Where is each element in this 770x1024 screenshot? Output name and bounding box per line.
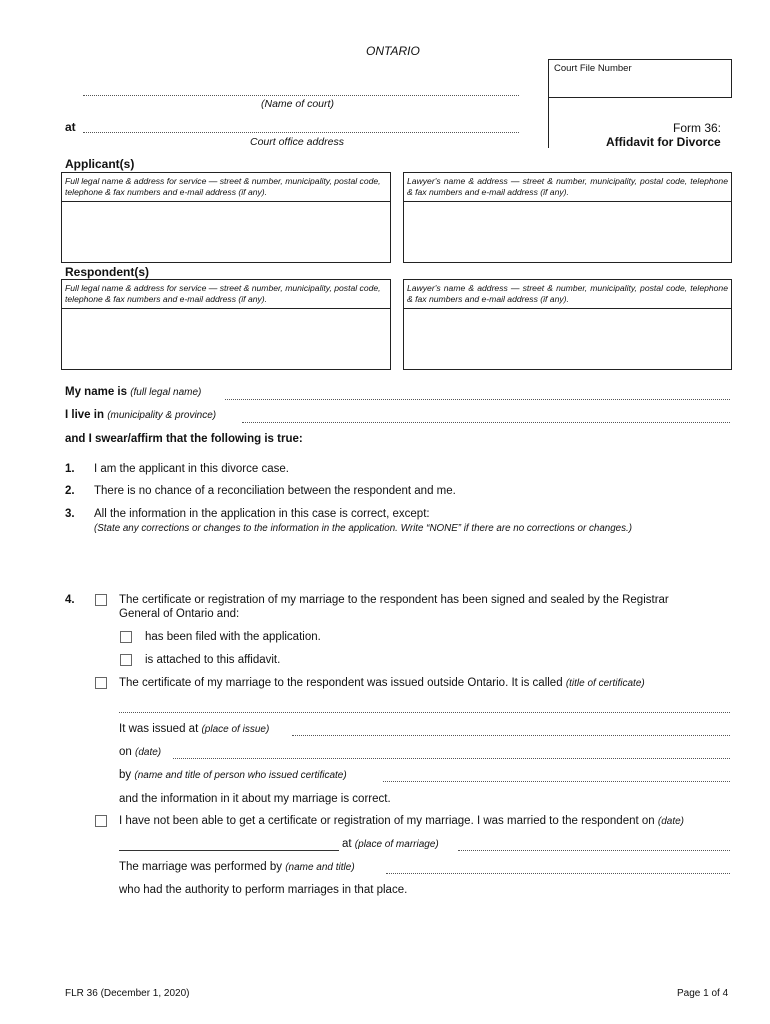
item-4c-text: [119, 815, 684, 827]
title-of-certificate-hint: (title of certificate): [565, 678, 645, 689]
issuer-hint: (name and title of person who issued certificate): [134, 770, 347, 781]
court-office-address-field[interactable]: [83, 132, 519, 133]
place-of-marriage-hint: (place of marriage): [354, 839, 439, 850]
issuer-field[interactable]: [383, 781, 730, 782]
live-in-line: [65, 409, 216, 421]
attached-to-affidavit-checkbox[interactable]: [120, 654, 132, 666]
item-1-text: I am the applicant in this divorce case.: [94, 463, 289, 475]
on-date-line: [119, 746, 161, 758]
applicant-info-hint: Full legal name & address for service — street & number, municipality, postal code, telephone & fax numbers and e-mail address (if any).: [65, 176, 381, 197]
province-title: ONTARIO: [366, 44, 420, 58]
name-of-court-field[interactable]: [83, 95, 519, 96]
item-3-hint: (State any corrections or changes to the information in the application. Write “NONE” if there are no corrections or changes.): [94, 523, 632, 534]
court-file-number-box[interactable]: [548, 59, 732, 98]
ontario-certificate-checkbox[interactable]: [95, 594, 107, 606]
respondent-lawyer-box[interactable]: [403, 279, 732, 370]
applicant-lawyer-divider: [404, 201, 731, 202]
place-of-issue-hint: (place of issue): [201, 724, 270, 735]
filed-with-application-text: has been filed with the application.: [145, 631, 321, 643]
place-of-issue-field[interactable]: [292, 735, 730, 736]
item-3-corrections-area[interactable]: [94, 540, 730, 584]
no-certificate-checkbox[interactable]: [95, 815, 107, 827]
info-correct-text: and the information in it about my marriage is correct.: [119, 793, 391, 805]
performed-by-label: The marriage was performed by: [119, 861, 282, 873]
item-4b-statement: The certificate of my marriage to the respondent was issued outside Ontario. It is called: [119, 677, 563, 689]
issued-by-line: [119, 769, 347, 781]
item-4-number: 4.: [65, 594, 75, 606]
officiant-hint: (name and title): [285, 862, 355, 873]
item-2-text: There is no chance of a reconciliation between the respondent and me.: [94, 485, 456, 497]
header-left-rule: [548, 96, 549, 148]
place-of-marriage-line: [342, 838, 439, 850]
officiant-field[interactable]: [386, 873, 730, 874]
applicant-info-box[interactable]: [61, 172, 391, 263]
marriage-date-hint: (date): [657, 816, 685, 827]
issue-date-field[interactable]: [173, 758, 730, 759]
form-title: Affidavit for Divorce: [606, 135, 721, 149]
item-4a-line-2: General of Ontario and:: [119, 608, 240, 620]
item-4b-text: [119, 677, 645, 689]
respondent-lawyer-divider: [404, 308, 731, 309]
outside-ontario-checkbox[interactable]: [95, 677, 107, 689]
page-number: Page 1 of 4: [677, 988, 729, 999]
court-file-number-label: Court File Number: [554, 63, 632, 74]
respondent-info-box[interactable]: [61, 279, 391, 370]
respondent-lawyer-hint: Lawyer's name & address — street & number, municipality, postal code, telephone & fax numbers and e-mail address (if any).: [407, 283, 728, 304]
place-of-marriage-field[interactable]: [458, 850, 730, 851]
issue-date-hint: (date): [135, 747, 162, 758]
my-name-line: [65, 386, 201, 398]
item-3-text: All the information in the application in this case is correct, except:: [94, 508, 430, 520]
form-reference: FLR 36 (December 1, 2020): [65, 988, 190, 999]
item-4a-line-1: The certificate or registration of my marriage to the respondent has been signed and sealed by the Registrar: [119, 594, 669, 606]
respondent-info-hint: Full legal name & address for service — street & number, municipality, postal code, telephone & fax numbers and e-mail address (if any).: [65, 283, 381, 304]
performed-by-line: [119, 861, 355, 873]
my-name-label: My name is: [65, 386, 127, 398]
respondent-info-divider: [62, 308, 390, 309]
respondents-heading: Respondent(s): [65, 265, 149, 279]
municipality-hint: (municipality & province): [107, 410, 217, 421]
authority-text: who had the authority to perform marriages in that place.: [119, 884, 408, 896]
full-legal-name-hint: (full legal name): [130, 387, 202, 398]
item-3-number: 3.: [65, 508, 75, 520]
on-label: on: [119, 746, 132, 758]
item-1-number: 1.: [65, 463, 75, 475]
at-place-label: at: [342, 838, 352, 850]
title-of-certificate-field[interactable]: [119, 712, 730, 713]
issued-at-label: It was issued at: [119, 723, 199, 735]
swear-affirm-statement: and I swear/affirm that the following is true:: [65, 433, 303, 445]
applicant-lawyer-box[interactable]: [403, 172, 732, 263]
applicant-lawyer-hint: Lawyer's name & address — street & number, municipality, postal code, telephone & fax numbers and e-mail address (if any).: [407, 176, 728, 197]
by-label: by: [119, 769, 132, 781]
attached-to-affidavit-text: is attached to this affidavit.: [145, 654, 281, 666]
marriage-date-field[interactable]: [119, 850, 339, 851]
applicant-info-divider: [62, 201, 390, 202]
live-in-label: I live in: [65, 409, 104, 421]
item-2-number: 2.: [65, 485, 75, 497]
court-office-address-caption: Court office address: [250, 136, 344, 148]
name-of-court-caption: (Name of court): [261, 98, 334, 110]
issued-at-line: [119, 723, 269, 735]
full-legal-name-field[interactable]: [225, 399, 730, 400]
at-label: at: [65, 120, 76, 134]
form-number: Form 36:: [673, 121, 722, 135]
municipality-field[interactable]: [242, 422, 730, 423]
item-4c-statement: I have not been able to get a certificate or registration of my marriage. I was married to the respondent on: [119, 815, 655, 827]
filed-with-application-checkbox[interactable]: [120, 631, 132, 643]
applicants-heading: Applicant(s): [65, 157, 135, 171]
